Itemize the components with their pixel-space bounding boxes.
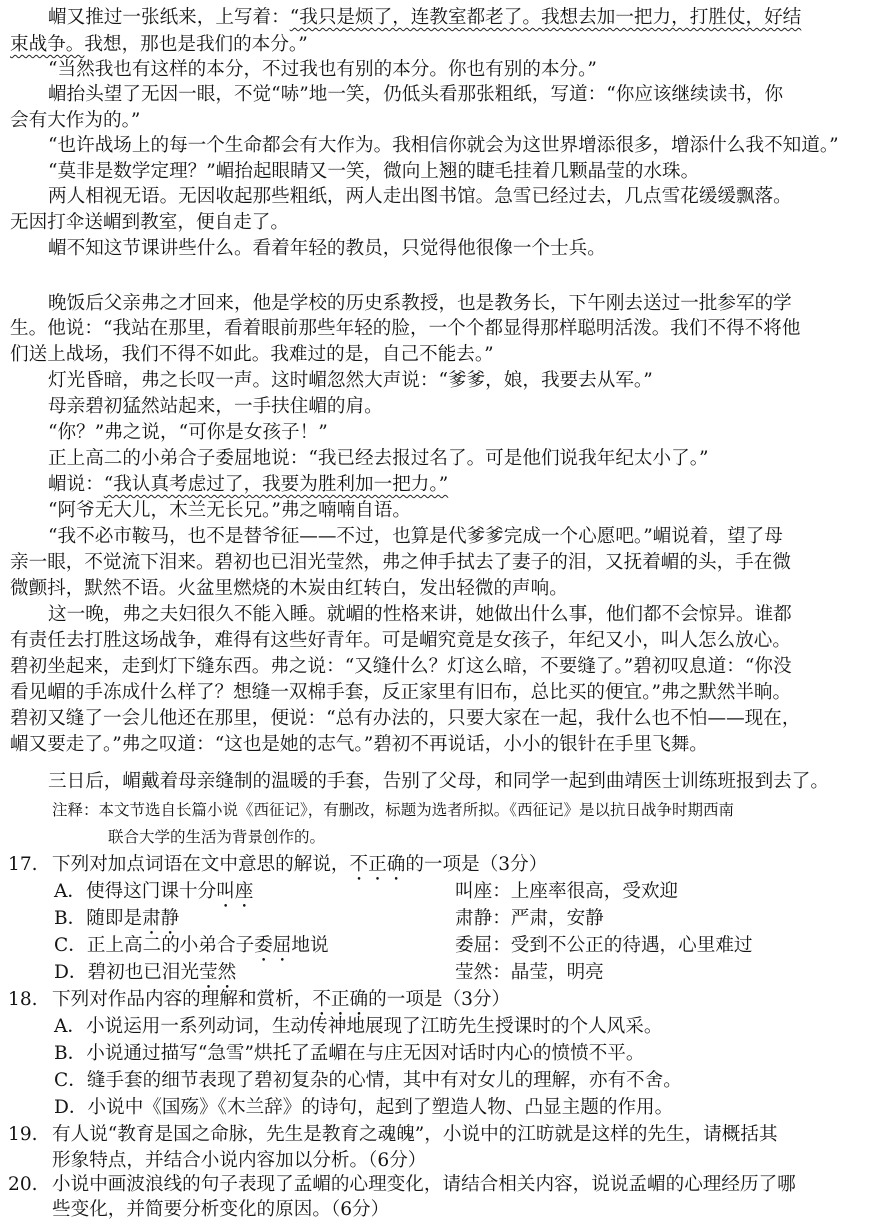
question-19-line2: 形象特点，并结合小说内容加以分析。（6分）	[52, 1150, 427, 1171]
passage-line: 这一晚，弗之夫妇很久不能入睡。就嵋的性格来讲，她做出什么事，他们都不会惊异。谁都	[48, 604, 792, 625]
option-18-c: C．缝手套的细节表现了碧初复杂的心情，其中有对女儿的理解，亦有不舍。	[54, 1070, 682, 1091]
dotted-word: 委屈	[254, 935, 292, 956]
passage-line: 晚饭后父亲弗之才回来，他是学校的历史系教授，也是教务长，下午刚去送过一批参军的学	[48, 293, 792, 314]
question-number: 19.	[8, 1124, 38, 1145]
passage-line: “也许战场上的每一个生命都会有大作为。我相信你就会为这世界增添很多，增添什么我不知道。”	[48, 135, 839, 156]
passage-line: “阿爷无大儿，木兰无长兄。”弗之喃喃自语。	[48, 500, 411, 521]
option-text: C．正上高二的小弟合子	[54, 935, 255, 956]
passage-text: 嵋说：	[48, 474, 104, 495]
passage-line: 嵋抬头望了无因一眼，不觉“哧”地一笑，仍低头看那张粗纸，写道：“你应该继续读书，你	[48, 84, 784, 105]
question-20	[8, 1172, 796, 1199]
passage-line: 母亲碧初猛然站起来，一手扶住嵋的肩。	[48, 396, 383, 417]
passage-line: 有责任去打胜这场战争，难得有这些好青年。可是嵋究竟是女孩子，年纪又小，叫人怎么放心。	[10, 630, 791, 651]
option-text: B．随即是	[54, 908, 143, 929]
dotted-word: 肃静	[142, 908, 180, 929]
question-number: 18.	[8, 989, 38, 1010]
question-number: 17.	[8, 854, 38, 875]
question-text: 的一项是（3分）	[368, 989, 511, 1010]
option-17-b-explanation: 肃静：严肃，安静	[455, 908, 604, 929]
emphasized-word: 不正确	[349, 854, 406, 875]
footnote-line: 联合大学的生活为背景创作的。	[108, 828, 326, 846]
question-20-line2: 些变化，并简要分析变化的原因。（6分）	[52, 1199, 390, 1220]
passage-text: 嵋又推过一张纸来，上写着：	[48, 7, 290, 28]
passage-line: “当然我也有这样的本分，不过我也有别的本分。你也有别的本分。”	[48, 59, 597, 80]
passage-line: “你？”弗之说，“可你是女孩子！”	[48, 422, 328, 443]
question-text: 小说中画波浪线的句子表现了孟嵋的心理变化，请结合相关内容，说说孟嵋的心理经历了哪	[52, 1174, 796, 1195]
emphasized-word: 不正确	[312, 989, 369, 1010]
passage-line: 亲一眼，不觉流下泪来。碧初也已泪光莹然，弗之伸手拭去了妻子的泪，又抚着嵋的头，手在微	[10, 552, 791, 573]
passage-line: 灯光昏暗，弗之长叹一声。这时嵋忽然大声说：“爹爹，娘，我要去从军。”	[48, 370, 653, 391]
question-17-stem	[8, 852, 547, 879]
option-17-b	[54, 906, 179, 933]
option-17-a	[54, 879, 253, 906]
option-18-d: D．小说中《国殇》《木兰辞》的诗句，起到了塑造人物、凸显主题的作用。	[54, 1097, 674, 1118]
passage-text: 我想，那也是我们的本分。”	[84, 34, 308, 55]
passage-line: 微颤抖，默然不语。火盆里燃烧的木炭由红转白，发出轻微的声响。	[10, 578, 568, 599]
dotted-word: 叫座	[216, 881, 254, 902]
passage-line: 正上高二的小弟合子委屈地说：“我已经去报过名了。可是他们说我年纪太小了。”	[48, 448, 709, 469]
question-19	[8, 1122, 778, 1149]
question-text: 的一项是（3分）	[405, 854, 548, 875]
passage-line: 两人相视无语。无因收起那些粗纸，两人走出图书馆。急雪已经过去，几点雪花缓缓飘落。	[48, 186, 792, 207]
passage-line: 会有大作为的。”	[10, 110, 141, 131]
option-18-a: A．小说运用一系列动词，生动传神地展现了江昉先生授课时的个人风采。	[54, 1016, 663, 1037]
passage-line	[48, 472, 448, 499]
question-text: 有人说“教育是国之命脉，先生是教育之魂魄”，小说中的江昉就是这样的先生，请概括其	[52, 1124, 778, 1145]
option-text: A．使得这门课十分	[54, 881, 217, 902]
option-text: D．碧初也已泪光	[54, 962, 200, 983]
question-number: 20.	[8, 1174, 38, 1195]
passage-line: 生。他说：“我站在那里，看着眼前那些年轻的脸，一个个都显得那样聪明活泼。我们不得不将他	[10, 318, 801, 339]
wavy-underlined-sentence: “我认真考虑过了，我要为胜利加一把力。”	[103, 474, 449, 495]
option-17-d-explanation: 莹然：晶莹，明亮	[455, 962, 604, 983]
question-18-stem	[8, 987, 510, 1014]
wavy-underlined-sentence: 束战争。	[10, 34, 85, 55]
passage-line: 碧初又缝了一会儿他还在那里，便说：“总有办法的，只要大家在一起，我什么也不怕——现在，	[10, 708, 801, 729]
option-17-c	[54, 933, 329, 960]
option-17-d	[54, 960, 236, 987]
passage-line: 三日后，嵋戴着母亲缝制的温暖的手套，告别了父母，和同学一起到曲靖医士训练班报到去了。	[48, 771, 829, 792]
option-text: 地说	[291, 935, 329, 956]
passage-line: 嵋又要走了。”弗之叹道：“这也是她的志气。”碧初不再说话，小小的银针在手里飞舞。	[10, 734, 708, 755]
wavy-underlined-sentence: “我只是烦了，连教室都老了。我想去加一把力，打胜仗，好结	[289, 7, 802, 28]
dotted-word: 莹然	[199, 962, 237, 983]
passage-line: 看见嵋的手冻成什么样了？想缝一双棉手套，反正家里有旧布，总比买的便宜。”弗之默然半晌。	[10, 682, 792, 703]
passage-line: 碧初坐起来，走到灯下缝东西。弗之说：“又缝什么？灯这么暗，不要缝了。”碧初叹息道：“你没	[10, 656, 792, 677]
question-text: 下列对加点词语在文中意思的解说，	[52, 854, 350, 875]
option-18-b: B．小说通过描写“急雪”烘托了孟嵋在与庄无因对话时内心的愤愤不平。	[54, 1043, 645, 1064]
passage-line	[48, 5, 801, 32]
passage-line: 无因打伞送嵋到教室，便自走了。	[10, 212, 289, 233]
option-17-a-explanation: 叫座：上座率很高，受欢迎	[455, 881, 679, 902]
passage-line: “我不必市鞍马，也不是替爷征——不过，也算是代爹爹完成一个心愿吧。”嵋说着，望了母	[48, 526, 783, 547]
passage-line	[10, 32, 308, 59]
question-text: 下列对作品内容的理解和赏析，	[52, 989, 313, 1010]
passage-line: 嵋不知这节课讲些什么。看着年轻的教员，只觉得他很像一个士兵。	[48, 238, 606, 259]
option-17-c-explanation: 委屈：受到不公正的待遇，心里难过	[455, 935, 753, 956]
passage-line: “莫非是数学定理？”嵋抬起眼睛又一笑，微向上翘的睫毛挂着几颗晶莹的水珠。	[48, 161, 700, 182]
footnote-line: 注释：本文节选自长篇小说《西征记》，有删改，标题为选者所拟。《西征记》是以抗日战争时期西南	[52, 801, 735, 819]
passage-line: 们送上战场，我们不得不如此。我难过的是，自己不能去。”	[10, 344, 494, 365]
